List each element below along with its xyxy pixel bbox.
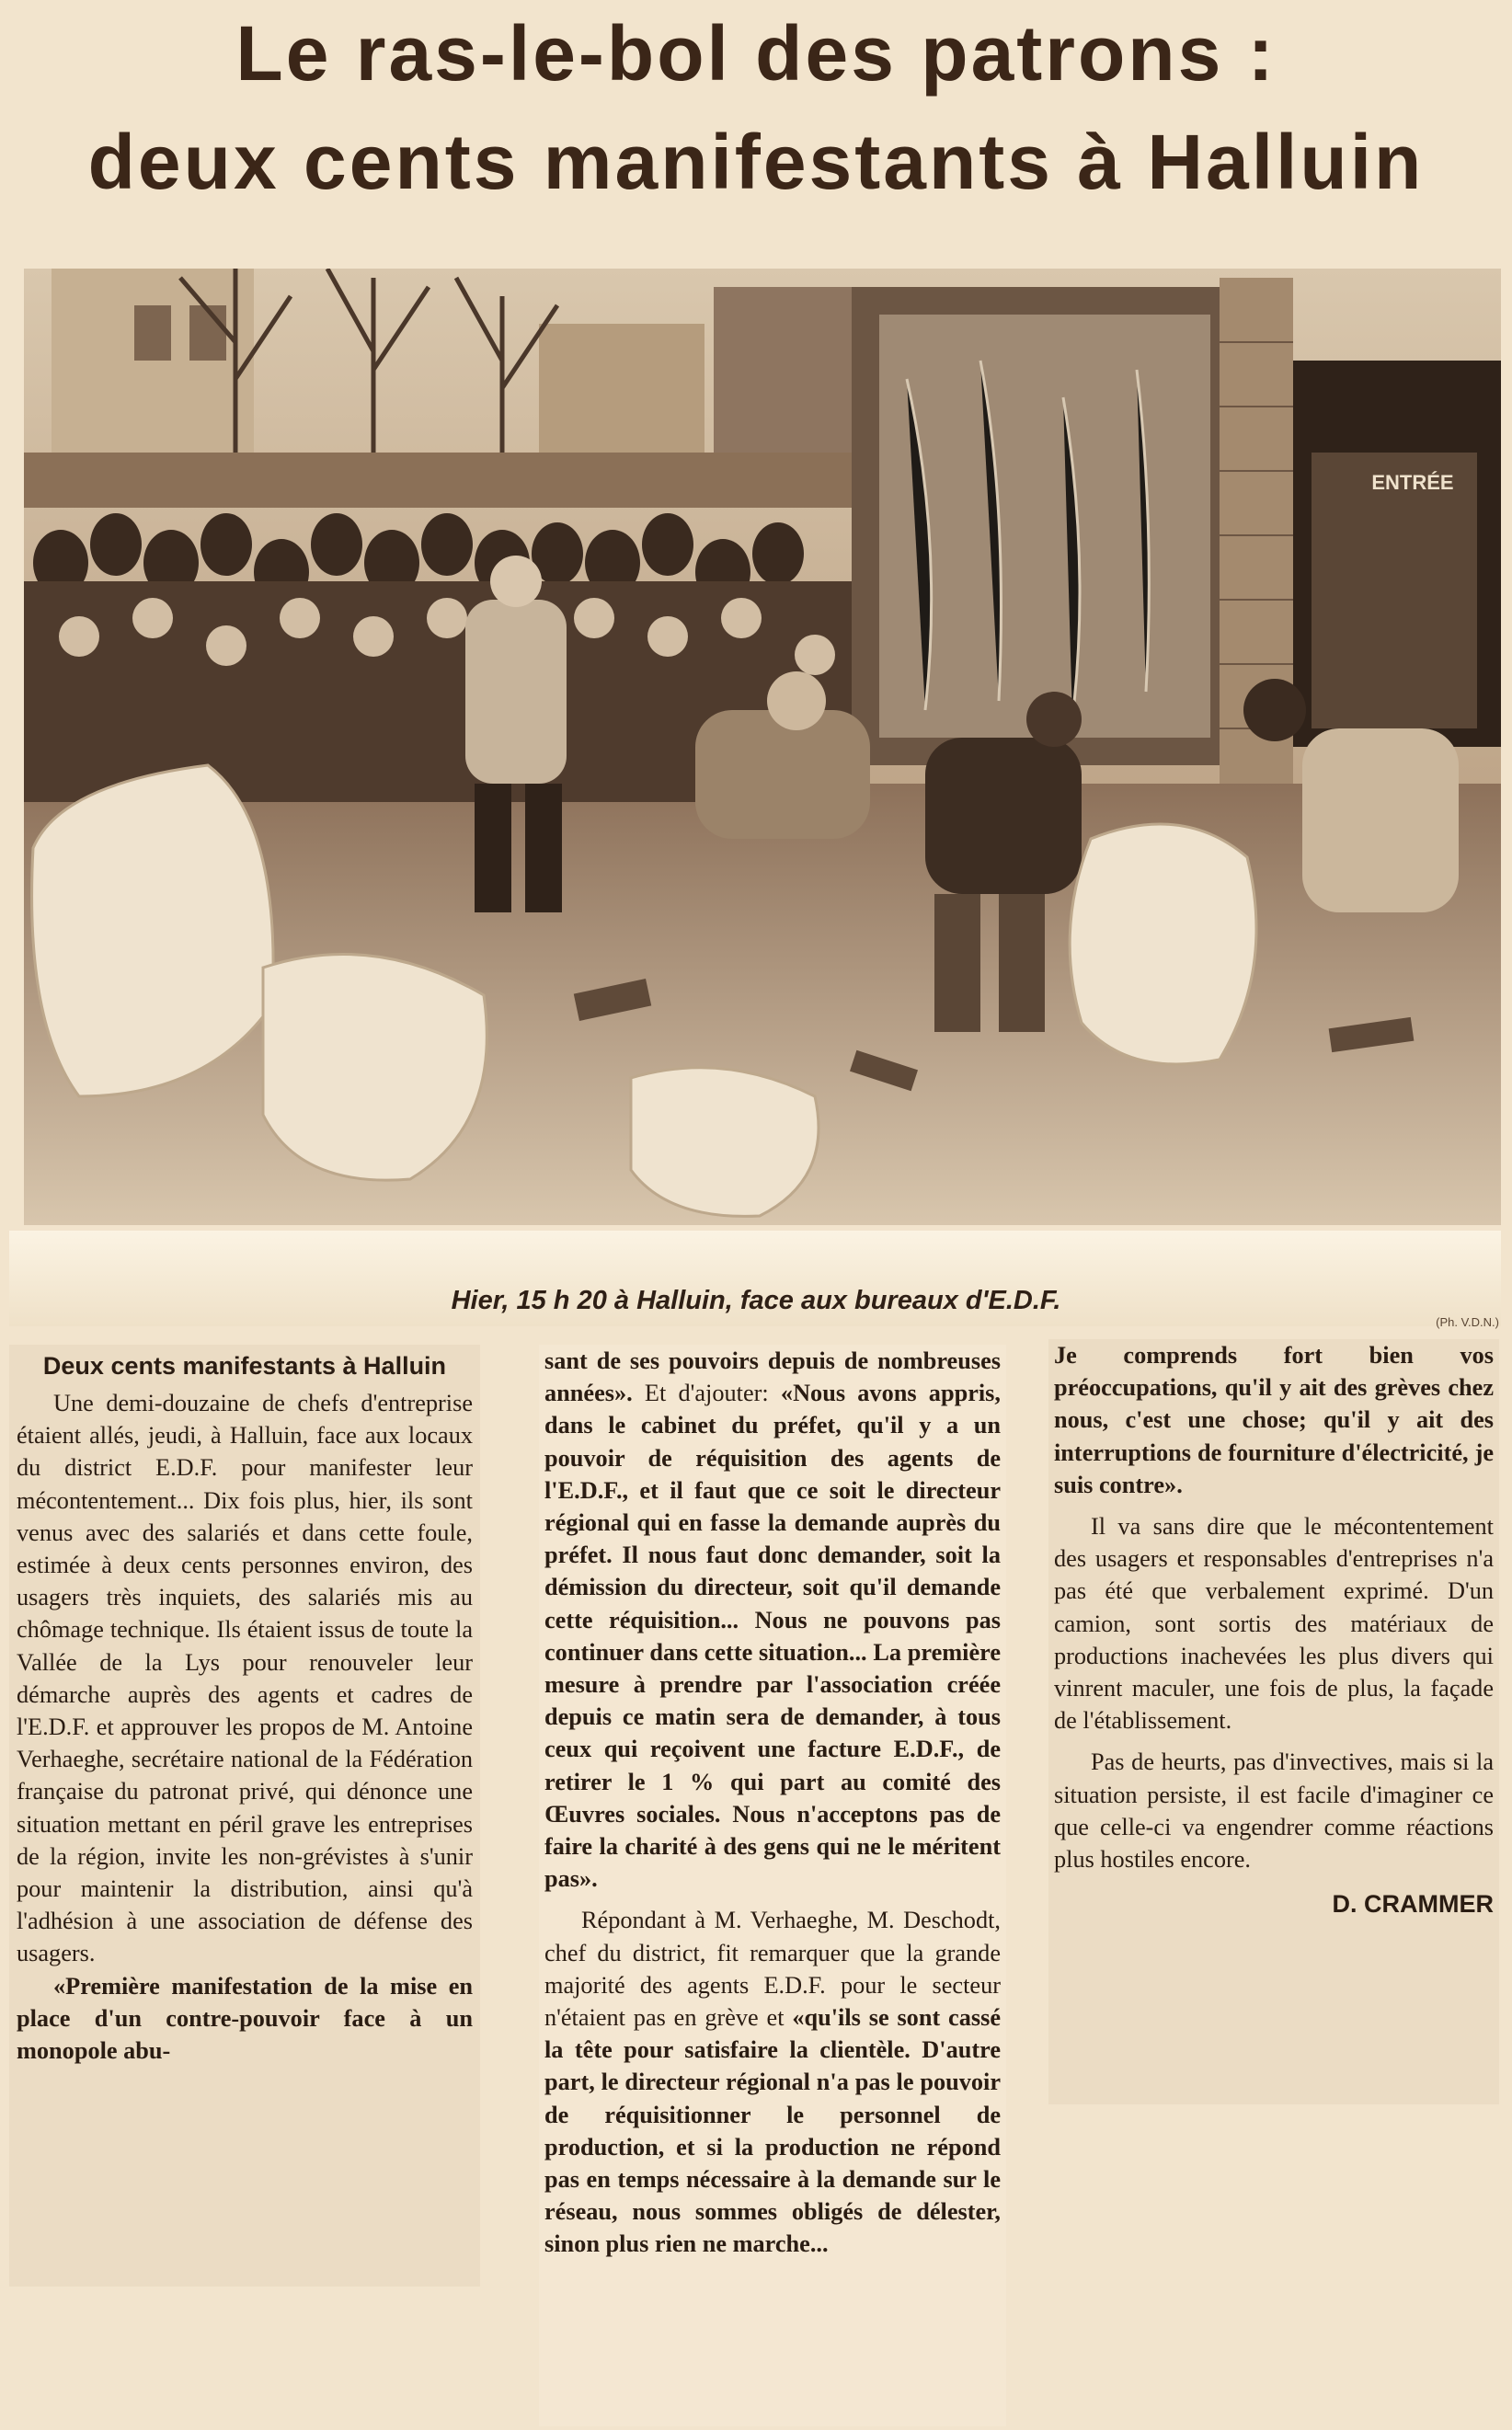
article-column-2 bbox=[539, 1345, 1006, 2426]
quote-text: sant de ses pouvoirs depuis de nombreuses années». bbox=[544, 1347, 1001, 1407]
entrance-sign: ENTRÉE bbox=[1371, 471, 1454, 494]
paragraph: Une demi-douzaine de chefs d'entreprise étaient allés, jeudi, à Halluin, face aux locaux du district E.D.F. pour manifester leur mécontentement... Dix fois plus, hier, ils sont venus avec des salariés et dans cette foule, estimée à deux cents personnes environ, des usagers très inquiets, des salariés mis au chômage technique. Ils étaient issus de toute la Vallée de la Lys pour renouveler leur démarche auprès des agents et cadres de l'E.D.F. et approuver les propos de M. Antoine Verhaeghe, secrétaire national de la Fédération française du patronat privé, qui dénonce une situation mettant en péril grave les entreprises de la région, invite les non-grévistes à s'unir pour maintenir la distribution, ainsi qu'à l'adhésion à une association de défense des usagers. bbox=[17, 1390, 473, 1967]
paragraph: Pas de heurts, pas d'invectives, mais si la situation persiste, il est facile d'imaginer ce que celle-ci va engendrer comme réactions plus hostiles encore. bbox=[1054, 1748, 1494, 1874]
headline-line-2: deux cents manifestants à Halluin bbox=[87, 119, 1425, 205]
quote-paragraph: Je comprends fort bien vos préoccupations, qu'il y ait des grèves chez nous, c'est une chose; qu'il y ait des interruptions de fourniture d'électricité, je suis contre». bbox=[1054, 1342, 1494, 1498]
author-signature: D. CRAMMER bbox=[1332, 1890, 1494, 1919]
quote-text: «Nous avons appris, dans le cabinet du préfet, qu'il y a un pouvoir de réquisition des agents de l'E.D.F., et il faut que ce soit le directeur régional qui en fasse la demande auprès du préfet. Il nous faut donc demander, soit la démission du directeur, soit qu'il demande cette réquisition... Nous ne pouvons pas continuer dans cette situation... La première mesure à prendre par l'association créée depuis ce matin sera de demander, à tous ceux qui reçoivent une facture E.D.F., de retirer le 1 % qui part au comité des Œuvres sociales. Nous n'acceptons pas de faire la charité à des gens qui ne le méritent pas». bbox=[544, 1380, 1001, 1893]
article-column-3 bbox=[1048, 1339, 1499, 2104]
quote-text: «qu'ils se sont cassé la tête pour satisfaire la clientèle. D'autre part, le directeur régional n'a pas le pouvoir de réquisitionner le personnel de production, et si la production ne répond pas en temps nécessaire à la demande sur le réseau, nous sommes obligés de délester, sinon plus rien ne marche... bbox=[544, 2004, 1001, 2258]
news-photo bbox=[24, 269, 1501, 1225]
body-text: Et d'ajouter: bbox=[632, 1380, 781, 1407]
photo-caption: Hier, 15 h 20 à Halluin, face aux bureaux d'E.D.F. bbox=[451, 1286, 1061, 1315]
article-column-1 bbox=[9, 1345, 480, 2287]
paragraph bbox=[544, 1904, 1001, 2260]
photo-credit: (Ph. V.D.N.) bbox=[1436, 1315, 1499, 1329]
paragraph: Il va sans dire que le mécontentement des usagers et responsables d'entreprises n'a pas été que verbalement exprimé. D'un camion, sont sortis des matériaux de productions inachevées les plus divers qui vinrent maculer, une fois de plus, la façade de l'établissement. bbox=[1054, 1513, 1494, 1735]
headline-line-1: Le ras-le-bol des patrons : bbox=[235, 10, 1277, 97]
body-text: Répondant à M. Verhaeghe, M. Deschodt, chef du district, fit remarquer que la grande majorité des agents E.D.F. pour le secteur n'étaient pas en grève et bbox=[544, 1907, 1001, 2032]
box-title: Deux cents manifestants à Halluin bbox=[42, 1352, 447, 1380]
paragraph bbox=[544, 1345, 1001, 1895]
quote-paragraph: «Première manifestation de la mise en place d'un contre-pouvoir face à un monopole abu- bbox=[17, 1972, 473, 2065]
